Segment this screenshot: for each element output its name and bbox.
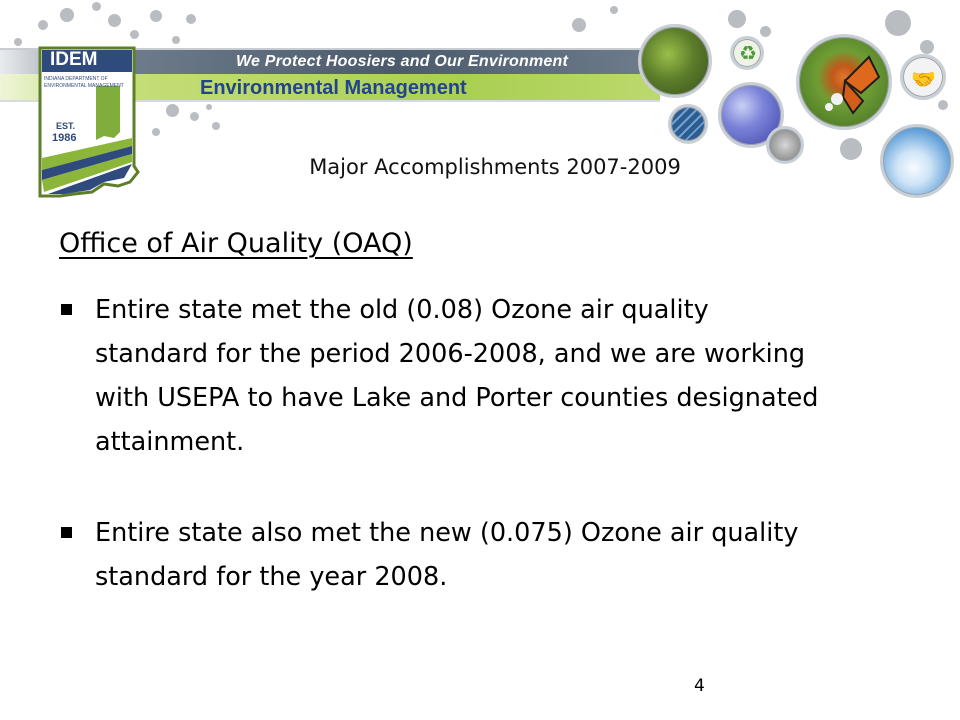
butterfly-photo — [796, 34, 892, 130]
bullet-text: Entire state met the old (0.08) Ozone air quality standard for the period 2006-2008, and we are working with USEPA to have Lake and Porter counties designated attainment. — [95, 295, 819, 457]
idem-logo — [34, 46, 150, 198]
logo-subtitle-line2: ENVIRONMENTAL MANAGEMENT — [44, 83, 124, 89]
decorative-dot — [166, 104, 179, 117]
decorative-dot — [108, 14, 121, 27]
logo-est-year: 1986 — [52, 132, 77, 144]
logo-est-label: EST. — [56, 121, 76, 131]
decorative-dot — [840, 138, 862, 160]
decorative-dot — [150, 10, 162, 22]
decorative-dot — [920, 40, 934, 54]
logo-subtitle-line1: INDIANA DEPARTMENT OF — [44, 76, 108, 82]
section-heading: Office of Air Quality (OAQ) — [59, 228, 413, 259]
decorative-dot — [885, 10, 911, 36]
slide-title: Major Accomplishments 2007-2009 — [309, 155, 681, 179]
decorative-dot — [190, 112, 199, 121]
butterfly-icon — [799, 37, 889, 127]
agency-name: Environmental Management — [200, 77, 467, 99]
decorative-dot — [38, 20, 48, 30]
decorative-dot — [938, 100, 948, 110]
recycle-icon: ♻ — [730, 36, 764, 70]
handshake-photo: 🤝 — [900, 54, 946, 100]
decorative-dot — [212, 122, 220, 130]
fern-photo — [638, 24, 712, 98]
bullet-item — [59, 288, 819, 464]
logo-acronym: IDEM — [50, 49, 98, 70]
solar-panel-photo — [668, 104, 708, 144]
decorative-dot — [14, 38, 22, 46]
decorative-dot — [130, 30, 139, 39]
decorative-dot — [206, 104, 212, 110]
decorative-dot — [610, 6, 618, 14]
decorative-dot — [760, 26, 771, 37]
page-number: 4 — [694, 676, 705, 696]
decorative-dot — [186, 14, 196, 24]
square-bullet-icon — [61, 527, 72, 538]
decorative-dot — [728, 10, 746, 28]
decorative-dot — [152, 128, 160, 136]
decorative-dot — [172, 36, 180, 44]
bullet-list — [59, 288, 819, 599]
bullet-item — [59, 511, 819, 599]
square-bullet-icon — [61, 304, 72, 315]
decorative-dot — [572, 18, 586, 32]
bullet-text: Entire state also met the new (0.075) Ozone air quality standard for the year 2008. — [95, 518, 799, 592]
decorative-dot — [92, 2, 101, 11]
tagline-text: We Protect Hoosiers and Our Environment — [236, 53, 569, 70]
sky-photo — [880, 124, 954, 198]
decorative-dot — [60, 8, 74, 22]
